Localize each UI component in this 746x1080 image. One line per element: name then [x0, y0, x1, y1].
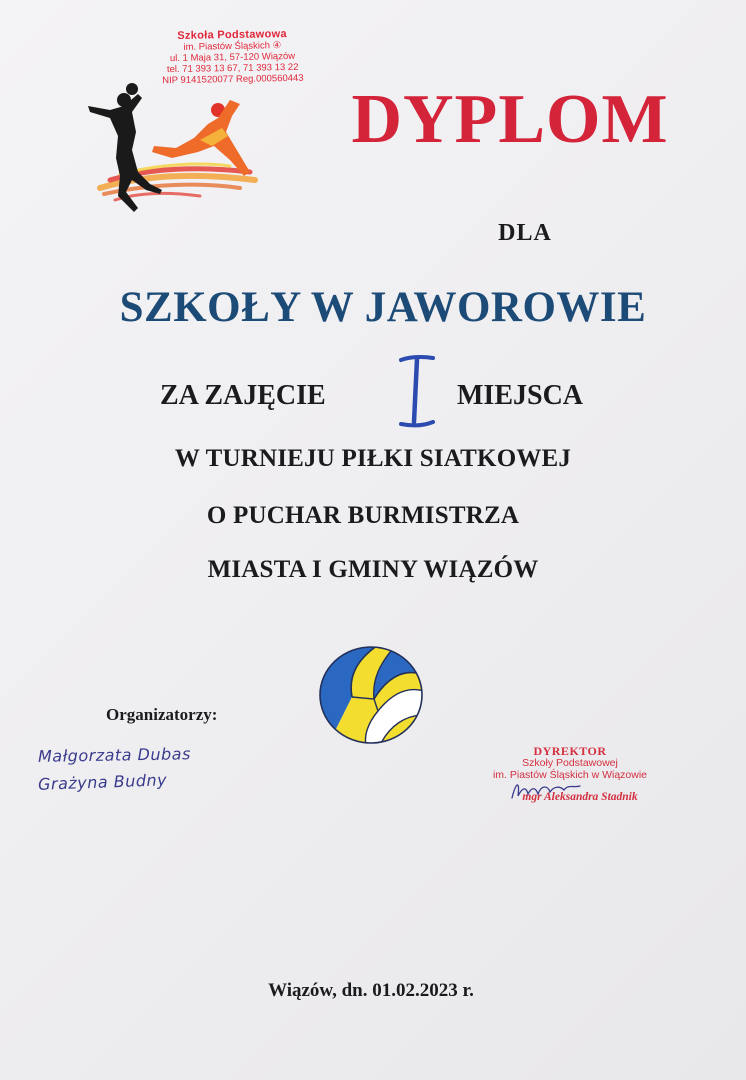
director-title: DYREKTOR: [533, 744, 607, 758]
school-stamp-line3: ul. 1 Maja 31, 57-120 Wiązów: [169, 50, 296, 65]
school-stamp-line4: tel. 71 393 13 67, 71 393 13 22: [166, 61, 299, 76]
organizer-name: Grażyna Budny: [37, 770, 168, 794]
school-stamp-line5: NIP 9141520077 Reg.000560443: [162, 72, 304, 87]
director-school-patron: im. Piastów Śląskich w Wiązowie: [492, 769, 648, 781]
director-name: mgr Aleksandra Stadnik: [522, 791, 638, 803]
place-suffix: MIEJSCA: [457, 380, 584, 411]
place-prefix: ZA ZAJĘCIE: [160, 380, 326, 411]
volleyball-icon: [318, 645, 424, 745]
organizer-name: Małgorzata Dubas: [37, 744, 192, 766]
school-stamp-line2: im. Piastów Śląskich ④: [183, 40, 282, 53]
director-school: Szkoły Podstawowej: [522, 757, 618, 769]
dla-label: DLA: [498, 220, 552, 246]
organizers-label: Organizatorzy:: [106, 705, 218, 724]
school-stamp: [150, 29, 316, 87]
cup-line: O PUCHAR BURMISTRZA: [206, 502, 520, 529]
organizers-signatures: [38, 742, 258, 807]
municipality-line: MIASTA I GMINY WIĄZÓW: [207, 556, 539, 583]
volleyball-players-icon: [80, 80, 270, 220]
director-signature: [508, 778, 588, 804]
place-line: [80, 352, 700, 432]
tournament-line: W TURNIEJU PIŁKI SIATKOWEJ: [174, 445, 572, 472]
handwritten-place-number: [395, 352, 439, 432]
issue-date-text: Wiązów, dn. 01.02.2023 r.: [268, 980, 474, 1001]
diploma-title: DYPLOM: [351, 81, 669, 158]
school-stamp-line1: Szkoła Podstawowa: [177, 28, 288, 42]
issue-date: [0, 980, 746, 1002]
recipient-name: SZKOŁY W JAWOROWIE: [119, 284, 647, 331]
